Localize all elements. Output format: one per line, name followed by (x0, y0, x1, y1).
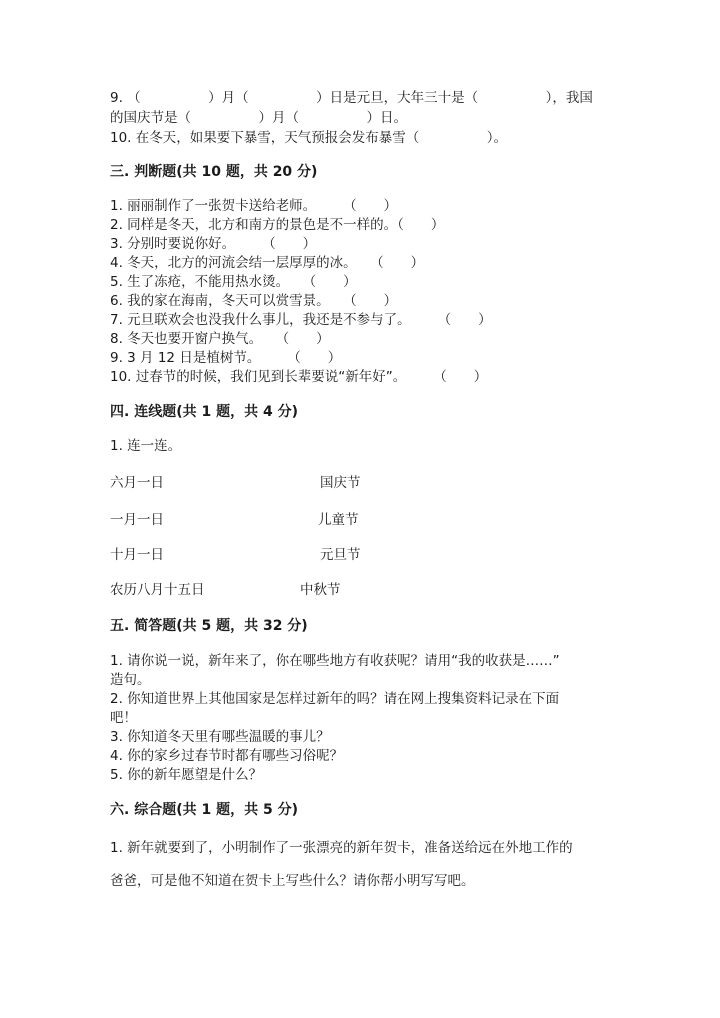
match-right-item: 儿童节 (318, 512, 359, 528)
judge-item: 4. 冬天，北方的河流会结一层厚厚的冰。 （ ） (110, 255, 425, 271)
section-judge-title: 三. 判断题(共 10 题，共 20 分) (110, 164, 318, 180)
short-question-line: 4. 你的家乡过春节时都有哪些习俗呢？ (110, 748, 344, 764)
judge-item: 2. 同样是冬天，北方和南方的景色是不一样的。（ ） (110, 217, 445, 233)
fill-question-10: 10. 在冬天，如果要下暴雪，天气预报会发布暴雪（ ）。 (110, 130, 508, 146)
short-question-line: 1. 请你说一说，新年来了，你在哪些地方有收获呢？请用“我的收获是……” (110, 653, 560, 669)
match-instruction: 1. 连一连。 (110, 438, 182, 454)
short-question-line: 吧！ (110, 710, 137, 726)
comp-question-line-1: 1. 新年就要到了，小明制作了一张漂亮的新年贺卡，准备送给远在外地工作的 (110, 840, 573, 856)
short-question-line: 造句。 (110, 672, 151, 688)
judge-item: 9. 3 月 12 日是植树节。 （ ） (110, 350, 342, 366)
fill-question-9-line-1: 9. （ ）月（ ）日是元旦，大年三十是（ ），我国 (110, 90, 593, 106)
match-left-item: 六月一日 (110, 475, 164, 491)
fill-question-9-line-2: 的国庆节是（ ）月（ ）日。 (110, 110, 407, 126)
judge-item: 6. 我的家在海南，冬天可以赏雪景。 （ ） (110, 293, 398, 309)
match-right-item: 国庆节 (320, 475, 361, 491)
judge-item: 1. 丽丽制作了一张贺卡送给老师。 （ ） (110, 198, 398, 214)
match-left-item: 农历八月十五日 (110, 582, 205, 598)
match-right-item: 元旦节 (320, 547, 361, 563)
judge-item: 8. 冬天也要开窗户换气。 （ ） (110, 331, 330, 347)
match-left-item: 一月一日 (110, 512, 164, 528)
judge-item: 3. 分别时要说你好。 （ ） (110, 236, 317, 252)
comp-question-line-2: 爸爸，可是他不知道在贺卡上写些什么？请你帮小明写写吧。 (110, 873, 475, 889)
section-comp-title: 六. 综合题(共 1 题，共 5 分) (110, 802, 298, 818)
short-question-line: 3. 你知道冬天里有哪些温暖的事儿？ (110, 729, 330, 745)
section-match-title: 四. 连线题(共 1 题，共 4 分) (110, 404, 298, 420)
judge-item: 10. 过春节的时候，我们见到长辈要说“新年好”。 （ ） (110, 369, 488, 385)
match-left-item: 十月一日 (110, 547, 164, 563)
short-question-line: 2. 你知道世界上其他国家是怎样过新年的吗？请在网上搜集资料记录在下面 (110, 691, 560, 707)
match-right-item: 中秋节 (300, 582, 341, 598)
judge-item: 7. 元旦联欢会也没我什么事儿，我还是不参与了。 （ ） (110, 312, 492, 328)
short-question-line: 5. 你的新年愿望是什么？ (110, 767, 263, 783)
judge-item: 5. 生了冻疮，不能用热水烫。 （ ） (110, 274, 357, 290)
section-short-title: 五. 简答题(共 5 题，共 32 分) (110, 618, 308, 634)
